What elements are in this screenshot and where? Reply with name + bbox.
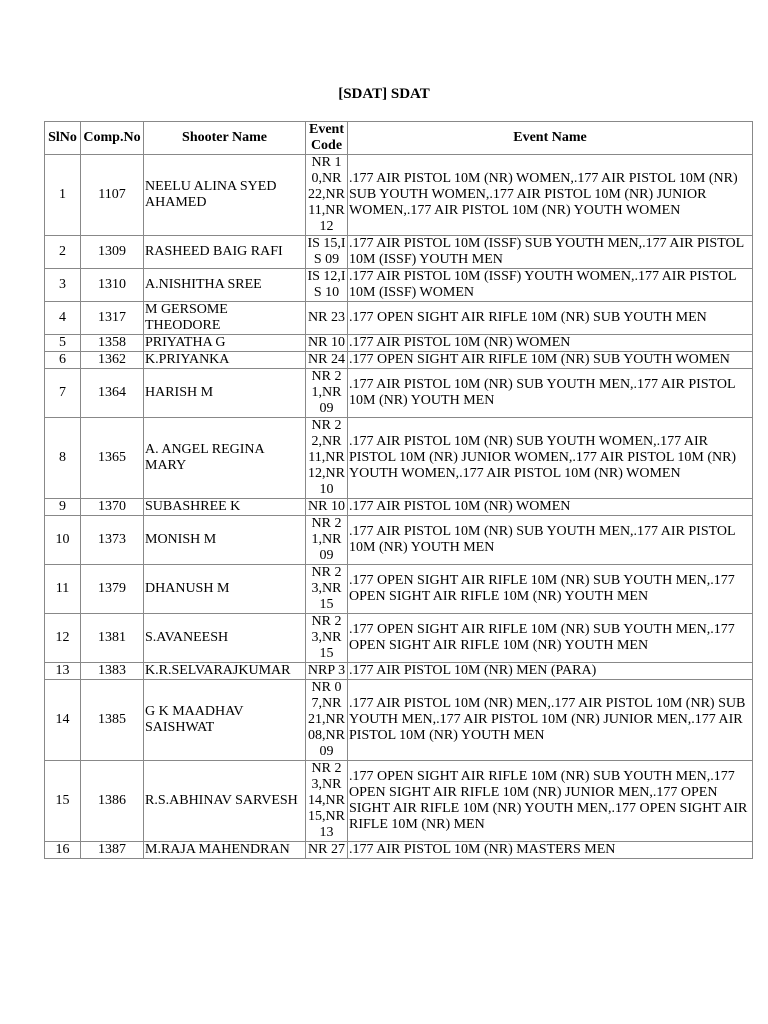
table-body xyxy=(45,155,753,859)
comp-number-cell: 1385 xyxy=(81,680,144,761)
comp-number-cell: 1309 xyxy=(81,236,144,269)
table-row xyxy=(45,418,753,499)
header-slno: SlNo xyxy=(45,122,81,155)
table-row xyxy=(45,352,753,369)
serial-number-cell: 15 xyxy=(45,761,81,842)
event-code-cell: NR 22,NR 11,NR 12,NR 10 xyxy=(306,418,348,499)
page-title: [SDAT] SDAT xyxy=(338,86,430,102)
header-event-code: Event Code xyxy=(306,122,348,155)
event-name-cell: .177 OPEN SIGHT AIR RIFLE 10M (NR) SUB YOUTH WOMEN xyxy=(348,352,753,369)
comp-number-cell: 1386 xyxy=(81,761,144,842)
shooter-name-cell: SUBASHREE K xyxy=(144,499,306,516)
event-code-cell: IS 12,IS 10 xyxy=(307,269,346,300)
serial-number-cell: 14 xyxy=(45,680,81,761)
shooter-name-cell: S.AVANEESH xyxy=(144,614,306,663)
comp-number-cell: 1362 xyxy=(81,352,144,369)
serial-number-cell: 11 xyxy=(45,565,81,614)
shooter-name-cell: K.R.SELVARAJKUMAR xyxy=(144,663,306,680)
comp-number-cell: 1373 xyxy=(81,516,144,565)
table-header-row xyxy=(45,122,753,155)
table-row xyxy=(45,269,753,302)
event-code-cell: NR 23 xyxy=(306,302,348,335)
table-row xyxy=(45,614,753,663)
table-row xyxy=(45,335,753,352)
event-name-cell: .177 OPEN SIGHT AIR RIFLE 10M (NR) SUB YOUTH MEN xyxy=(348,302,753,335)
table-row xyxy=(45,565,753,614)
shooter-name-cell: PRIYATHA G xyxy=(144,335,306,352)
shooter-name-cell: K.PRIYANKA xyxy=(144,352,306,369)
serial-number-cell: 8 xyxy=(45,418,81,499)
shooter-name-cell: G K MAADHAV SAISHWAT xyxy=(144,680,306,761)
event-code-cell: NR 23,NR 15 xyxy=(306,565,348,614)
table-row xyxy=(45,499,753,516)
shooter-name-cell: A.NISHITHA SREE xyxy=(144,269,306,302)
shooter-name-cell: M.RAJA MAHENDRAN xyxy=(144,842,306,859)
table-row xyxy=(45,663,753,680)
event-code-cell: NR 10,NR 22,NR 11,NR 12 xyxy=(306,155,348,236)
serial-number-cell: 6 xyxy=(45,352,81,369)
header-shooter-name: Shooter Name xyxy=(144,122,306,155)
event-name-cell: .177 AIR PISTOL 10M (ISSF) YOUTH WOMEN,.177 AIR PISTOL 10M (ISSF) WOMEN xyxy=(348,269,753,302)
event-code-cell: NR 10 xyxy=(306,499,348,516)
table-row xyxy=(45,842,753,859)
serial-number-cell: 3 xyxy=(45,269,81,302)
event-code-cell: NR 21,NR 09 xyxy=(306,516,348,565)
comp-number-cell: 1317 xyxy=(81,302,144,335)
comp-number-cell: 1358 xyxy=(81,335,144,352)
event-name-cell: .177 AIR PISTOL 10M (NR) SUB YOUTH WOMEN,.177 AIR PISTOL 10M (NR) JUNIOR WOMEN,.177 AIR PISTOL 10M (NR) YOUTH WOMEN,.177 AIR PISTOL 10M (NR) WOMEN xyxy=(348,418,753,499)
comp-number-cell: 1365 xyxy=(81,418,144,499)
serial-number-cell: 12 xyxy=(45,614,81,663)
event-code-cell: NR 07,NR 21,NR 08,NR 09 xyxy=(306,680,348,761)
shooter-name-cell: NEELU ALINA SYED AHAMED xyxy=(144,155,306,236)
shooter-name-cell: R.S.ABHINAV SARVESH xyxy=(144,761,306,842)
comp-number-cell: 1310 xyxy=(81,269,144,302)
table-row xyxy=(45,680,753,761)
comp-number-cell: 1383 xyxy=(81,663,144,680)
table-row xyxy=(45,761,753,842)
serial-number-cell: 1 xyxy=(45,155,81,236)
serial-number-cell: 4 xyxy=(45,302,81,335)
event-name-cell: .177 AIR PISTOL 10M (NR) WOMEN,.177 AIR PISTOL 10M (NR) SUB YOUTH WOMEN,.177 AIR PISTOL 10M (NR) JUNIOR WOMEN,.177 AIR PISTOL 10M (NR) YOUTH WOMEN xyxy=(348,155,753,236)
event-code-cell: IS 15,IS 09 xyxy=(307,236,346,267)
event-name-cell: .177 OPEN SIGHT AIR RIFLE 10M (NR) SUB YOUTH MEN,.177 OPEN SIGHT AIR RIFLE 10M (NR) JUNIOR MEN,.177 OPEN SIGHT AIR RIFLE 10M (NR) YOUTH MEN,.177 OPEN SIGHT AIR RIFLE 10M (NR) MEN xyxy=(348,761,753,842)
serial-number-cell: 5 xyxy=(45,335,81,352)
shooter-name-cell: DHANUSH M xyxy=(144,565,306,614)
serial-number-cell: 13 xyxy=(45,663,81,680)
table-row xyxy=(45,516,753,565)
shooter-name-cell: RASHEED BAIG RAFI xyxy=(144,236,306,269)
event-name-cell: .177 OPEN SIGHT AIR RIFLE 10M (NR) SUB YOUTH MEN,.177 OPEN SIGHT AIR RIFLE 10M (NR) YOUTH MEN xyxy=(348,614,753,663)
table-row xyxy=(45,236,753,269)
event-code-cell: NR 10 xyxy=(306,335,348,352)
event-name-cell: .177 AIR PISTOL 10M (NR) WOMEN xyxy=(348,335,753,352)
event-name-cell: .177 OPEN SIGHT AIR RIFLE 10M (NR) SUB YOUTH MEN,.177 OPEN SIGHT AIR RIFLE 10M (NR) YOUTH MEN xyxy=(348,565,753,614)
event-code-cell: NRP 3 xyxy=(306,663,348,680)
event-name-cell: .177 AIR PISTOL 10M (NR) SUB YOUTH MEN,.177 AIR PISTOL 10M (NR) YOUTH MEN xyxy=(348,516,753,565)
comp-number-cell: 1370 xyxy=(81,499,144,516)
table-row xyxy=(45,369,753,418)
event-name-cell: .177 AIR PISTOL 10M (NR) SUB YOUTH MEN,.177 AIR PISTOL 10M (NR) YOUTH MEN xyxy=(348,369,753,418)
event-name-cell: .177 AIR PISTOL 10M (NR) WOMEN xyxy=(348,499,753,516)
event-name-cell: .177 AIR PISTOL 10M (NR) MASTERS MEN xyxy=(348,842,753,859)
event-code-cell: NR 21,NR 09 xyxy=(306,369,348,418)
event-code-cell: NR 24 xyxy=(306,352,348,369)
shooter-name-cell: HARISH M xyxy=(144,369,306,418)
shooter-name-cell: A. ANGEL REGINA MARY xyxy=(144,418,306,499)
shooter-name-cell: M GERSOME THEODORE xyxy=(144,302,306,335)
header-event-name: Event Name xyxy=(348,122,753,155)
entries-table xyxy=(44,121,753,859)
comp-number-cell: 1387 xyxy=(81,842,144,859)
comp-number-cell: 1381 xyxy=(81,614,144,663)
event-name-cell: .177 AIR PISTOL 10M (NR) MEN (PARA) xyxy=(348,663,753,680)
event-name-cell: .177 AIR PISTOL 10M (ISSF) SUB YOUTH MEN,.177 AIR PISTOL 10M (ISSF) YOUTH MEN xyxy=(348,236,753,269)
event-name-cell: .177 AIR PISTOL 10M (NR) MEN,.177 AIR PISTOL 10M (NR) SUB YOUTH MEN,.177 AIR PISTOL 10M (NR) JUNIOR MEN,.177 AIR PISTOL 10M (NR) YOUTH MEN xyxy=(348,680,753,761)
serial-number-cell: 10 xyxy=(45,516,81,565)
shooter-name-cell: MONISH M xyxy=(144,516,306,565)
serial-number-cell: 16 xyxy=(45,842,81,859)
event-code-cell: NR 23,NR 15 xyxy=(306,614,348,663)
serial-number-cell: 7 xyxy=(45,369,81,418)
event-code-cell: NR 27 xyxy=(306,842,348,859)
comp-number-cell: 1364 xyxy=(81,369,144,418)
table-row xyxy=(45,302,753,335)
header-comp-no: Comp.No xyxy=(81,122,144,155)
comp-number-cell: 1379 xyxy=(81,565,144,614)
serial-number-cell: 9 xyxy=(45,499,81,516)
event-code-cell: NR 23,NR 14,NR 15,NR 13 xyxy=(306,761,348,842)
table-row xyxy=(45,155,753,236)
comp-number-cell: 1107 xyxy=(81,155,144,236)
serial-number-cell: 2 xyxy=(45,236,81,269)
